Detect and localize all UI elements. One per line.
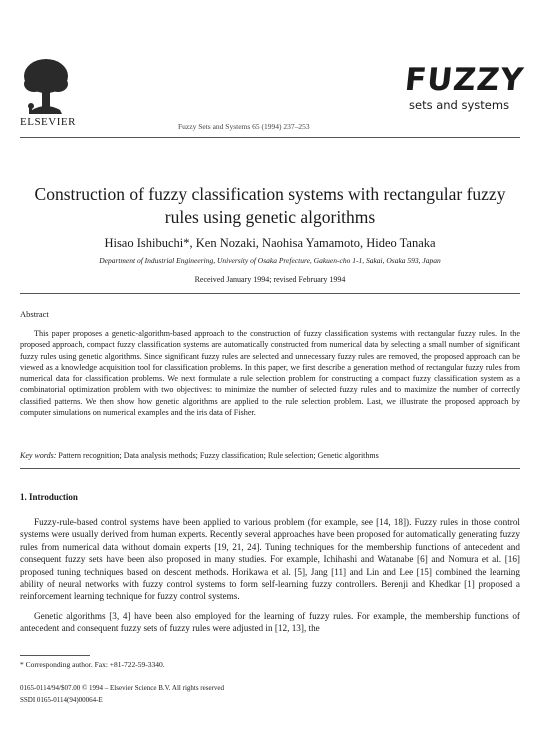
author-affiliation: Department of Industrial Engineering, University of Osaka Prefecture, Gakuen-cho 1-1, Sakai, Osaka 593, Japan [99,256,441,265]
journal-logo-title: FUZZY [403,62,526,98]
section-heading: 1. Introduction [20,492,78,502]
journal-logo-subtitle: sets and systems [409,98,510,112]
footnote-divider [20,655,90,656]
body-paragraph: Fuzzy-rule-based control systems have been applied to various problem (for example, see [14, 18]). Fuzzy rules in those control systems were usually derived from human experts. Recently several approaches have been proposed for automatically generating fuzzy rules from numerical data without domain experts [19, 21, 24]. Tuning techniques for the membership functions of antecedent and consequent fuzzy sets have been also proposed in many studies. For example, Ichihashi and Watanabe [6] and Nomura et al. [16] proposed tuning techniques based on descent methods. Horikawa et al. [5], Jang [11] and Lin and Lee [15] combined the learning ability of neural networks with fuzzy control systems to form self-learning fuzzy controllers. Berenji and Khedkar [1] proposed a reinforcement learning technique for fuzzy control systems. [20,517,520,602]
keywords-list: Pattern recognition; Data analysis methods; Fuzzy classification; Rule selection; Genetic algorithms [58,451,379,460]
article-authors: Hisao Ishibuchi*, Ken Nozaki, Naohisa Yamamoto, Hideo Tanaka [104,236,436,250]
title-divider [20,293,520,294]
abstract-divider [20,468,520,469]
publisher-name: ELSEVIER [20,116,76,128]
journal-reference: Fuzzy Sets and Systems 65 (1994) 237–253 [178,122,310,131]
footnote: * Corresponding author. Fax: +81-722-59-3340. [20,660,165,669]
received-dates: Received January 1994; revised February 1994 [194,275,346,284]
elsevier-tree-logo [22,58,70,116]
abstract-heading: Abstract [20,309,49,319]
article-title: Construction of fuzzy classification systems with rectangular fuzzy rules using genetic algorithms [34,184,506,227]
header-divider [20,137,520,138]
copyright-line: 0165-0114/94/$07.00 © 1994 – Elsevier Science B.V. All rights reserved [20,684,225,692]
keywords-label: Key words: [20,451,57,460]
keywords [20,451,520,460]
body-paragraph: Genetic algorithms [3, 4] have been also employed for the learning of fuzzy rules. For example, the membership functions of antecedent and consequent fuzzy sets of fuzzy rules were adjusted in [12, 13], the [20,611,520,634]
abstract-text: This paper proposes a genetic-algorithm-based approach to the construction of fuzzy classification systems with rectangular fuzzy rules. In the proposed approach, compact fuzzy classification systems are automatically constructed from numerical data by selecting a small number of significant fuzzy rules using genetic algorithms. Since significant fuzzy rules are selected and unnecessary fuzzy rules are removed, the proposed approach can be viewed as a knowledge acquisition tool for classification problems. In this paper, we first describe a generation method of rectangular fuzzy rules from numerical data for classification problems. We next formulate a rule selection problem for constructing a compact fuzzy classification system as a combinatorial optimization problem with two objectives: to minimize the number of selected fuzzy rules and to maximize the number of correctly classified patterns. We then show how genetic algorithms are applied to the rule selection problem. Last, we illustrate the proposed approach by computer simulations on numerical examples and the iris data of Fisher. [20,329,520,418]
ssdi-line: SSDI 0165-0114(94)00064-E [20,696,103,704]
